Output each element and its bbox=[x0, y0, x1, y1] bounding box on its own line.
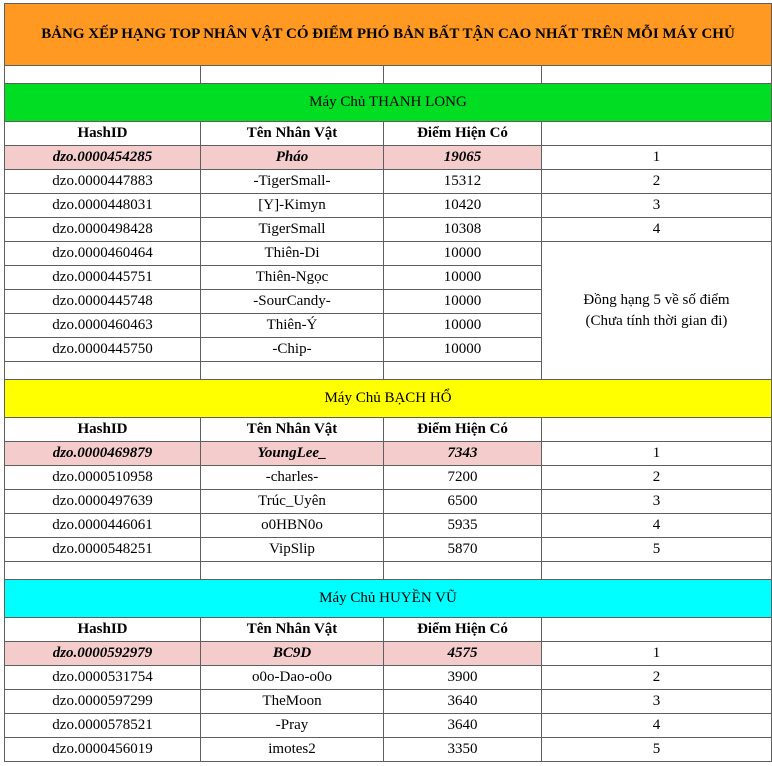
rank-cell[interactable]: 4 bbox=[542, 514, 772, 538]
table-row bbox=[5, 194, 772, 218]
hashid-cell[interactable]: dzo.0000454285 bbox=[5, 146, 201, 170]
table-row bbox=[5, 690, 772, 714]
name-cell[interactable]: VipSlip bbox=[201, 538, 384, 562]
hashid-cell[interactable]: dzo.0000548251 bbox=[5, 538, 201, 562]
rank-cell[interactable]: 5 bbox=[542, 738, 772, 762]
name-cell[interactable]: Trúc_Uyên bbox=[201, 490, 384, 514]
rank-cell[interactable]: 1 bbox=[542, 642, 772, 666]
column-header-row bbox=[5, 122, 772, 146]
name-cell[interactable]: -Pray bbox=[201, 714, 384, 738]
column-header-hashid[interactable]: HashID bbox=[5, 618, 201, 642]
hashid-cell[interactable]: dzo.0000498428 bbox=[5, 218, 201, 242]
name-cell[interactable]: -TigerSmall- bbox=[201, 170, 384, 194]
spacer-row bbox=[5, 562, 772, 580]
rank-cell[interactable]: 3 bbox=[542, 690, 772, 714]
hashid-cell[interactable]: dzo.0000460464 bbox=[5, 242, 201, 266]
column-header-row bbox=[5, 618, 772, 642]
hashid-cell[interactable]: dzo.0000578521 bbox=[5, 714, 201, 738]
score-cell[interactable]: 3900 bbox=[384, 666, 542, 690]
hashid-cell[interactable]: dzo.0000445750 bbox=[5, 338, 201, 362]
hashid-cell[interactable]: dzo.0000510958 bbox=[5, 466, 201, 490]
hashid-cell[interactable]: dzo.0000456019 bbox=[5, 738, 201, 762]
rank-cell[interactable]: 1 bbox=[542, 146, 772, 170]
rank-cell[interactable]: 2 bbox=[542, 170, 772, 194]
score-cell[interactable]: 3350 bbox=[384, 738, 542, 762]
rank-cell[interactable]: 2 bbox=[542, 666, 772, 690]
hashid-cell[interactable]: dzo.0000460463 bbox=[5, 314, 201, 338]
score-cell[interactable]: 10000 bbox=[384, 290, 542, 314]
table-row bbox=[5, 538, 772, 562]
table-row bbox=[5, 642, 772, 666]
column-header-row bbox=[5, 418, 772, 442]
name-cell[interactable]: Pháo bbox=[201, 146, 384, 170]
spacer-row bbox=[5, 66, 772, 84]
score-cell[interactable]: 10308 bbox=[384, 218, 542, 242]
score-cell[interactable]: 19065 bbox=[384, 146, 542, 170]
score-cell[interactable]: 5935 bbox=[384, 514, 542, 538]
score-cell[interactable]: 5870 bbox=[384, 538, 542, 562]
table-row bbox=[5, 738, 772, 762]
score-cell[interactable]: 10000 bbox=[384, 266, 542, 290]
table-row bbox=[5, 490, 772, 514]
column-header-hashid[interactable]: HashID bbox=[5, 418, 201, 442]
score-cell[interactable]: 10000 bbox=[384, 338, 542, 362]
rank-cell[interactable]: 5 bbox=[542, 538, 772, 562]
name-cell[interactable]: Thiên-Ngọc bbox=[201, 266, 384, 290]
name-cell[interactable]: TheMoon bbox=[201, 690, 384, 714]
rank-cell[interactable]: 4 bbox=[542, 714, 772, 738]
table-row bbox=[5, 218, 772, 242]
hashid-cell[interactable]: dzo.0000597299 bbox=[5, 690, 201, 714]
rank-cell[interactable]: 3 bbox=[542, 490, 772, 514]
table-row bbox=[5, 442, 772, 466]
column-header-name[interactable]: Tên Nhân Vật bbox=[201, 618, 384, 642]
server-header-thanh-long[interactable]: Máy Chủ THANH LONG bbox=[5, 84, 772, 122]
score-cell[interactable]: 4575 bbox=[384, 642, 542, 666]
score-cell[interactable]: 7343 bbox=[384, 442, 542, 466]
rank-cell[interactable]: 2 bbox=[542, 466, 772, 490]
table-row bbox=[5, 714, 772, 738]
ranking-sheet bbox=[4, 3, 772, 762]
column-header-name[interactable]: Tên Nhân Vật bbox=[201, 418, 384, 442]
column-header-score[interactable]: Điểm Hiện Có bbox=[384, 618, 542, 642]
tie-note-cell[interactable] bbox=[542, 242, 772, 380]
score-cell[interactable]: 10420 bbox=[384, 194, 542, 218]
score-cell[interactable]: 10000 bbox=[384, 242, 542, 266]
column-header-hashid[interactable]: HashID bbox=[5, 122, 201, 146]
table-row bbox=[5, 514, 772, 538]
table-row bbox=[5, 242, 772, 266]
tie-note-line2: (Chưa tính thời gian đi) bbox=[585, 312, 728, 329]
sheet-title[interactable]: BẢNG XẾP HẠNG TOP NHÂN VẬT CÓ ĐIỂM PHÓ BẢN BẤT TẬN CAO NHẤT TRÊN MỖI MÁY CHỦ bbox=[5, 4, 772, 66]
hashid-cell[interactable]: dzo.0000469879 bbox=[5, 442, 201, 466]
column-header-score[interactable]: Điểm Hiện Có bbox=[384, 418, 542, 442]
tie-note-line1: Đồng hạng 5 về số điểm bbox=[583, 292, 730, 309]
name-cell[interactable]: YoungLee_ bbox=[201, 442, 384, 466]
rank-cell[interactable]: 3 bbox=[542, 194, 772, 218]
hashid-cell[interactable]: dzo.0000448031 bbox=[5, 194, 201, 218]
rank-cell[interactable]: 1 bbox=[542, 442, 772, 466]
hashid-cell[interactable]: dzo.0000592979 bbox=[5, 642, 201, 666]
score-cell[interactable]: 10000 bbox=[384, 314, 542, 338]
name-cell[interactable]: BC9D bbox=[201, 642, 384, 666]
column-header-name[interactable]: Tên Nhân Vật bbox=[201, 122, 384, 146]
name-cell[interactable]: -SourCandy- bbox=[201, 290, 384, 314]
name-cell[interactable]: -Chip- bbox=[201, 338, 384, 362]
rank-cell[interactable]: 4 bbox=[542, 218, 772, 242]
name-cell[interactable]: imotes2 bbox=[201, 738, 384, 762]
score-cell[interactable]: 7200 bbox=[384, 466, 542, 490]
server-header-bach-ho[interactable]: Máy Chủ BẠCH HỔ bbox=[5, 380, 772, 418]
hashid-cell[interactable]: dzo.0000446061 bbox=[5, 514, 201, 538]
name-cell[interactable]: o0HBN0o bbox=[201, 514, 384, 538]
name-cell[interactable]: -charles- bbox=[201, 466, 384, 490]
hashid-cell[interactable]: dzo.0000497639 bbox=[5, 490, 201, 514]
score-cell[interactable]: 3640 bbox=[384, 690, 542, 714]
table-row bbox=[5, 170, 772, 194]
hashid-cell[interactable]: dzo.0000447883 bbox=[5, 170, 201, 194]
hashid-cell[interactable]: dzo.0000531754 bbox=[5, 666, 201, 690]
name-cell[interactable]: o0o-Dao-o0o bbox=[201, 666, 384, 690]
column-header-score[interactable]: Điểm Hiện Có bbox=[384, 122, 542, 146]
score-cell[interactable]: 6500 bbox=[384, 490, 542, 514]
table-row bbox=[5, 146, 772, 170]
score-cell[interactable]: 3640 bbox=[384, 714, 542, 738]
name-cell[interactable]: [Y]-Kimyn bbox=[201, 194, 384, 218]
name-cell[interactable]: Thiên-Di bbox=[201, 242, 384, 266]
hashid-cell[interactable]: dzo.0000445748 bbox=[5, 290, 201, 314]
score-cell[interactable]: 15312 bbox=[384, 170, 542, 194]
table-row bbox=[5, 666, 772, 690]
name-cell[interactable]: TigerSmall bbox=[201, 218, 384, 242]
hashid-cell[interactable]: dzo.0000445751 bbox=[5, 266, 201, 290]
name-cell[interactable]: Thiên-Ý bbox=[201, 314, 384, 338]
server-header-huyen-vu[interactable]: Máy Chủ HUYỀN VŨ bbox=[5, 580, 772, 618]
table-row bbox=[5, 466, 772, 490]
